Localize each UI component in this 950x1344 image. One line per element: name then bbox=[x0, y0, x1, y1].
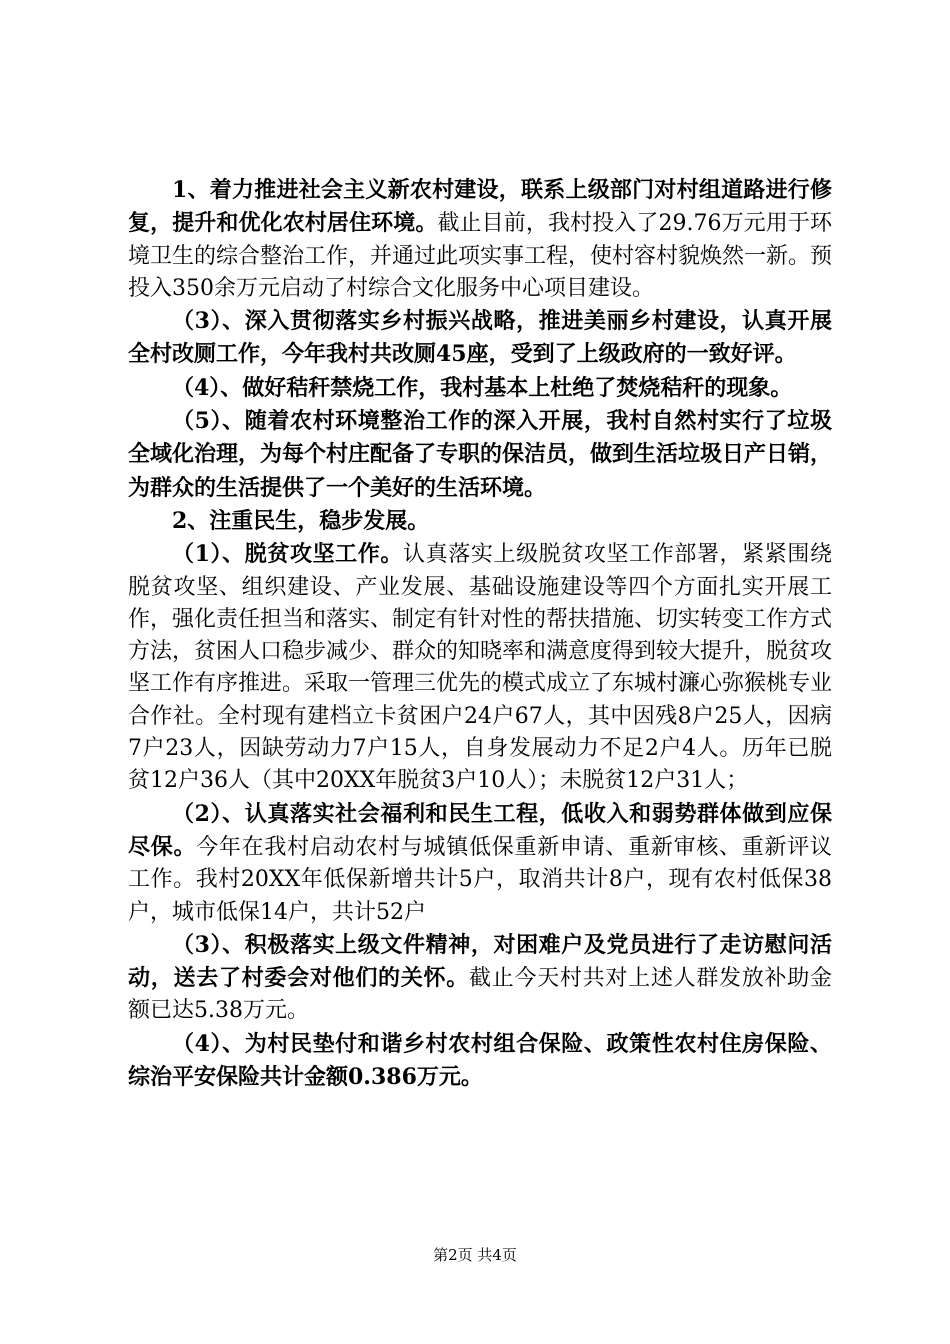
paragraph-9-lead: （4）、为村民垫付和谐乡村农村组合保险、政策性农村住房保险、综治平安保险共计金额0.386万元。 bbox=[128, 1030, 832, 1091]
paragraph-2-lead: （3）、深入贯彻落实乡村振兴战略，推进美丽乡村建设，认真开展全村改厕工作，今年我村共改厕45座，受到了上级政府的一致好评。 bbox=[128, 308, 832, 368]
paragraph-7 bbox=[128, 798, 832, 929]
paragraph-6-lead: （1）、脱贫攻坚工作。 bbox=[172, 541, 404, 568]
paragraph-7-lead: （2）、认真落实社会福利和民生工程，低收入和弱势群体做到应保尽保。 bbox=[128, 800, 832, 860]
paragraph-1 bbox=[128, 174, 832, 305]
paragraph-8-lead: （3）、积极落实上级文件精神，对困难户及党员进行了走访慰问活动，送去了村委会对他们的关怀。 bbox=[128, 931, 832, 992]
paragraph-2 bbox=[128, 305, 832, 372]
paragraph-1-text: 截止目前，我村投入了29.76万元用于环境卫生的综合整治工作，并通过此项实事工程，使村容村貌焕然一新。预投入350余万元启动了村综合文化服务中心项目建设。 bbox=[128, 211, 833, 301]
paragraph-7-text: 今年在我村启动农村与城镇低保重新申请、重新审核、重新评议工作。我村20XX年低保新增共计5户，取消共计8户，现有农村低保38户，城市低保14户，共计52户 bbox=[128, 834, 832, 925]
paragraph-4 bbox=[128, 405, 832, 505]
paragraph-8 bbox=[128, 929, 832, 1028]
paragraph-3 bbox=[128, 372, 832, 405]
paragraph-9 bbox=[128, 1028, 832, 1095]
page-number-indicator: 第2页 共4页 bbox=[433, 1246, 517, 1264]
paragraph-1-lead: 1、着力推进社会主义新农村建设，联系上级部门对村组道路进行修复，提升和优化农村居住环境。 bbox=[128, 177, 832, 237]
paragraph-5-lead: 2、注重民生，稳步发展。 bbox=[172, 507, 430, 534]
paragraph-6 bbox=[128, 538, 832, 797]
paragraph-8-text: 截止今天村共对上述人群发放补助金额已达5.38万元。 bbox=[128, 966, 832, 1024]
paragraph-6-text: 认真落实上级脱贫攻坚工作部署，紧紧围绕脱贫攻坚、组织建设、产业发展、基础设施建设等四个方面扎实开展工作，强化责任担当和落实、制定有针对性的帮扶措施、切实转变工作方式方法，贫困人口稳步减少、群众的知晓率和满意度得到较大提升，脱贫攻坚工作有序推进。采取一管理三优先的模式成立了东城村濂心弥猴桃专业合作社。全村现有建档立卡贫困户24户67人，其中因残8户25人，因病7户23人，因缺劳动力7户15人，自身发展动力不足2户4人。历年已脱贫12户36人（其中20XX年脱贫3户10人）；未脱贫12户31人； bbox=[128, 542, 833, 794]
paragraph-5 bbox=[128, 505, 832, 538]
paragraph-4-lead: （5）、随着农村环境整治工作的深入开展，我村自然村实行了垃圾全域化治理，为每个村庄配备了专职的保洁员，做到生活垃圾日产日销，为群众的生活提供了一个美好的生活环境。 bbox=[128, 408, 833, 501]
paragraph-3-lead: （4）、做好秸秆禁烧工作，我村基本上杜绝了焚烧秸秆的现象。 bbox=[172, 374, 793, 401]
page-footer bbox=[0, 1244, 950, 1265]
document-body bbox=[128, 174, 832, 1094]
